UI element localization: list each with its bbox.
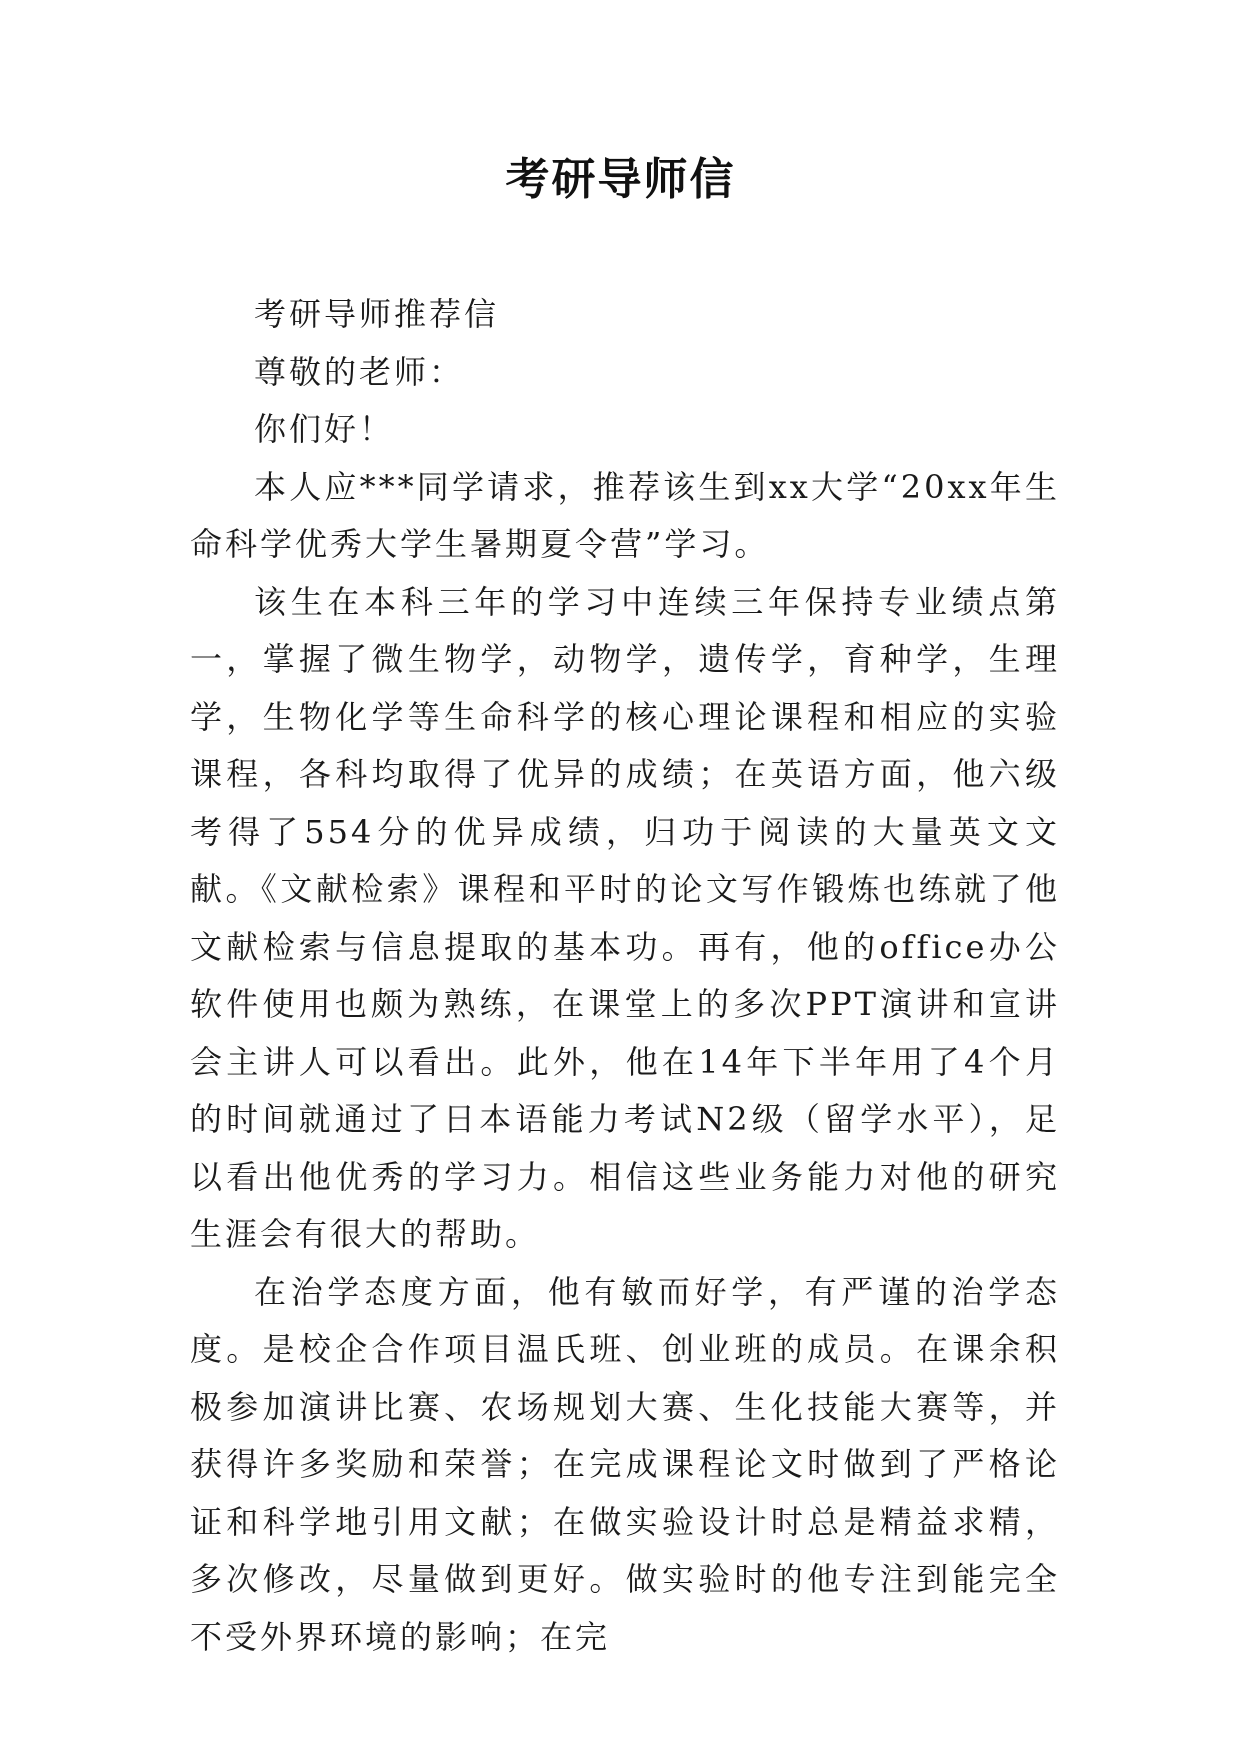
document-title: 考研导师信 [505, 154, 736, 205]
paragraph-request: 本人应***同学请求，推荐该生到xx大学“20xx年生命科学优秀大学生暑期夏令营”学习。 [190, 467, 1060, 563]
letter-salutation: 尊敬的老师： [254, 352, 465, 391]
paragraph-study-attitude: 在治学态度方面，他有敏而好学，有严谨的治学态度。是校企合作项目温氏班、创业班的成员。在课余积极参加演讲比赛、农场规划大赛、生化技能大赛等，并获得许多奖励和荣誉；在完成课程论文时做到了严格论证和科学地引用文献；在做实验设计时总是精益求精，多次修改，尽量做到更好。做实验时的他专注到能完全不受外界环境的影响；在完 [190, 1272, 1060, 1656]
letter-subtitle: 考研导师推荐信 [254, 295, 500, 333]
letter-greeting: 你们好！ [254, 410, 395, 448]
document-body [190, 286, 1060, 1666]
paragraph-academic-record: 该生在本科三年的学习中连续三年保持专业绩点第一，掌握了微生物学，动物学，遗传学，育种学，生理学，生物化学等生命科学的核心理论课程和相应的实验课程，各科均取得了优异的成绩；在英语方面，他六级考得了554分的优异成绩，归功于阅读的大量英文文献。《文献检索》课程和平时的论文写作锻炼也练就了他文献检索与信息提取的基本功。再有，他的office办公软件使用也颇为熟练，在课堂上的多次PPT演讲和宣讲会主讲人可以看出。此外，他在14年下半年用了4个月的时间就通过了日本语能力考试N2级（留学水平），足以看出他优秀的学习力。相信这些业务能力对他的研究生涯会有很大的帮助。 [190, 582, 1060, 1253]
